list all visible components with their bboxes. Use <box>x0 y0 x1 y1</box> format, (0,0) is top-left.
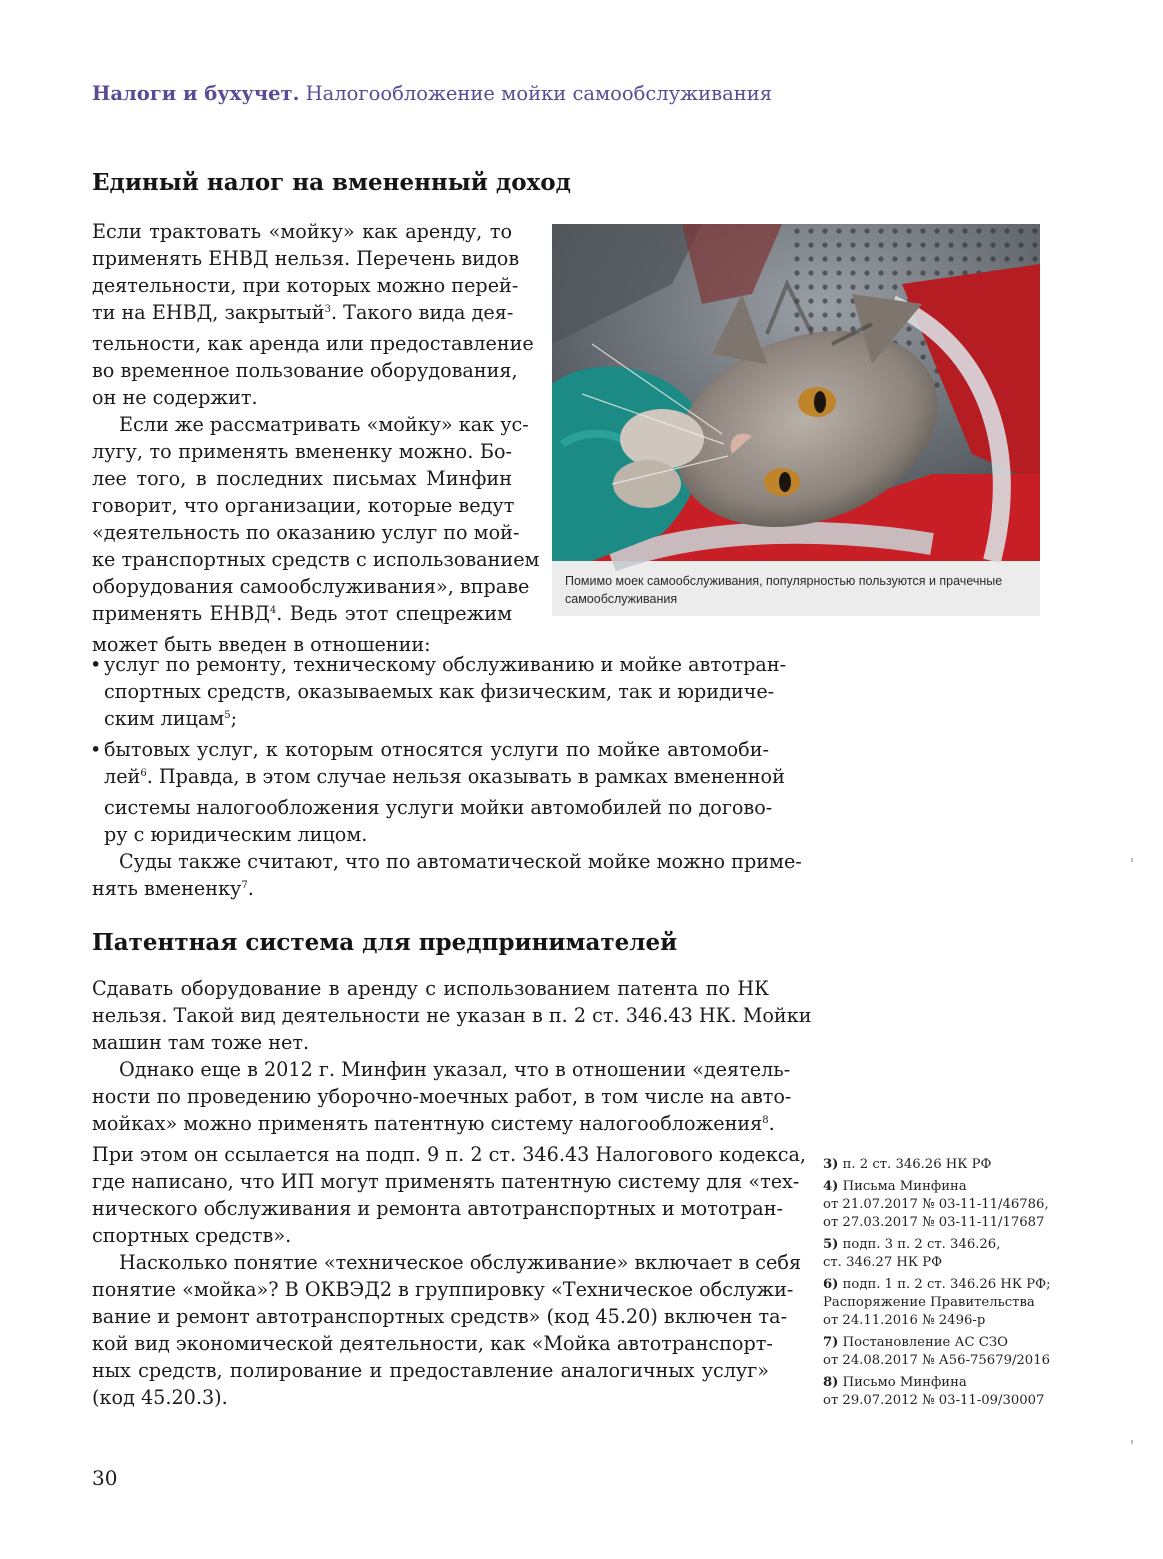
text-line: он не содержит. <box>92 386 258 409</box>
text-line: деятельности, при которых можно перей- <box>92 274 519 297</box>
text-line: (код 45.20.3). <box>92 1386 228 1409</box>
footnote-ref-7: 7 <box>241 880 248 891</box>
text-line: нического обслуживания и ремонта автотранспортных и мототран- <box>92 1197 783 1220</box>
kitten-in-washing-machine-photo <box>552 224 1040 561</box>
text-line: Если трактовать «мойку» как аренду, то <box>92 220 512 243</box>
caption-line: Помимо моек самообслуживания, популярностью пользуются и прачечные <box>565 574 1003 588</box>
text-line: понятие «мойка»? В ОКВЭД2 в группировку «Техническое обслужи- <box>92 1278 794 1301</box>
envd-wide-text <box>92 651 802 906</box>
text-line: мойках» можно применять патентную систему налогообложения$^8$. <box>92 1112 775 1135</box>
text-line: нельзя. Такой вид деятельности не указан в п. 2 ст. 346.43 НК. Мойки <box>92 1004 812 1027</box>
text-line: применять ЕНВД$^4$. Ведь этот спецрежим <box>92 602 512 625</box>
text-line: тельности, как аренда или предоставление <box>92 332 534 355</box>
photo-figure <box>552 224 1040 616</box>
running-head-section: Налоги и бухучет. <box>92 82 300 105</box>
patent-text <box>92 975 812 1411</box>
text-line: Однако еще в 2012 г. Минфин указал, что в отношении «деятель- <box>119 1058 791 1081</box>
text-line: ти на ЕНВД, закрытый$^3$. Такого вида дея- <box>92 301 514 324</box>
text-line: применять ЕНВД нельзя. Перечень видов <box>92 247 520 270</box>
text-line: ности по проведению уборочно-моечных работ, в том числе на авто- <box>92 1085 792 1108</box>
envd-column-text <box>92 218 540 658</box>
text-line: ных средств, полирование и предоставление аналогичных услуг» <box>92 1359 769 1382</box>
crop-mark <box>1131 858 1133 862</box>
text-line: нять вмененку$^7$. <box>92 877 254 900</box>
text-line: При этом он ссылается на подп. 9 п. 2 ст. 346.43 Налогового кодекса, <box>92 1143 807 1166</box>
text-line: ру с юридическим лицом. <box>104 823 368 846</box>
text-line: Если же рассматривать «мойку» как ус- <box>119 413 529 436</box>
footnote-ref-6: 6 <box>140 768 147 779</box>
list-item <box>92 736 785 848</box>
text-line: спортных средств, оказываемых как физическим, так и юридиче- <box>104 680 775 703</box>
text-line: кой вид экономической деятельности, как «Мойка автотранспорт- <box>92 1332 773 1355</box>
text-line: Насколько понятие «техническое обслуживание» включает в себя <box>119 1251 802 1274</box>
footnote-5: 5) подп. 3 п. 2 ст. 346.26, ст. 346.27 НК РФ <box>823 1237 1001 1270</box>
text-line: • услуг по ремонту, техническому обслуживанию и мойке автотран- <box>104 653 787 676</box>
running-head <box>92 82 772 105</box>
section-heading-patent: Патентная система для предпринимателей <box>92 929 678 956</box>
text-line: Сдавать оборудование в аренду с использованием патента по НК <box>92 977 769 1000</box>
text-line: может быть введен в отношении: <box>92 633 431 656</box>
footnote-4: 4) Письма Минфина от 21.07.2017 № 03-11-11/46786, от 27.03.2017 № 03-11-11/17687 <box>823 1179 1049 1230</box>
crop-mark <box>1131 1440 1133 1444</box>
text-line: машин там тоже нет. <box>92 1031 310 1054</box>
footnote-7: 7) Постановление АС СЗО от 24.08.2017 № А56-75679/2016 <box>823 1335 1050 1368</box>
caption-line: самообслуживания <box>565 592 678 606</box>
photo-caption <box>565 572 1035 608</box>
text-line: • бытовых услуг, к которым относятся услуги по мойке автомоби- <box>104 738 769 761</box>
page-number: 30 <box>92 1466 118 1490</box>
text-line: оборудования самообслуживания», вправе <box>92 575 530 598</box>
footnotes <box>823 1156 1063 1414</box>
text-line: «деятельность по оказанию услуг по мой- <box>92 521 520 544</box>
text-line: лей$^6$. Правда, в этом случае нельзя оказывать в рамках вмененной <box>104 765 785 788</box>
section-heading-envd: Единый налог на вмененный доход <box>92 169 571 196</box>
footnote-6: 6) подп. 1 п. 2 ст. 346.26 НК РФ; Распоряжение Правительства от 24.11.2016 № 2496-р <box>823 1277 1051 1328</box>
text-line: Суды также считают, что по автоматической мойке можно приме- <box>119 850 802 873</box>
list-item <box>92 651 787 736</box>
text-line: где написано, что ИП могут применять патентную систему для «тех- <box>92 1170 800 1193</box>
footnote-ref-3: 3 <box>324 304 331 315</box>
text-line: ке транспортных средств с использованием <box>92 548 540 571</box>
envd-bullet-list <box>92 651 787 848</box>
footnote-3: 3) п. 2 ст. 346.26 НК РФ <box>823 1157 992 1172</box>
text-line: говорит, что организации, которые ведут <box>92 494 515 517</box>
text-line: во временное пользование оборудования, <box>92 359 518 382</box>
text-line: системы налогообложения услуги мойки автомобилей по догово- <box>104 796 773 819</box>
text-line: ским лицам$^5$; <box>104 707 238 730</box>
text-line: лее того, в последних письмах Минфин <box>92 467 512 490</box>
footnote-ref-8: 8 <box>762 1115 769 1126</box>
footnote-ref-4: 4 <box>269 605 277 616</box>
footnote-ref-5: 5 <box>224 710 231 721</box>
text-line: спортных средств». <box>92 1224 292 1247</box>
running-head-title: Налогообложение мойки самообслуживания <box>305 82 772 105</box>
text-line: вание и ремонт автотранспортных средств» (код 45.20) включен та- <box>92 1305 788 1328</box>
text-line: лугу, то применять вмененку можно. Бо- <box>92 440 512 463</box>
footnote-8: 8) Письмо Минфина от 29.07.2012 № 03-11-09/30007 <box>823 1375 1045 1408</box>
